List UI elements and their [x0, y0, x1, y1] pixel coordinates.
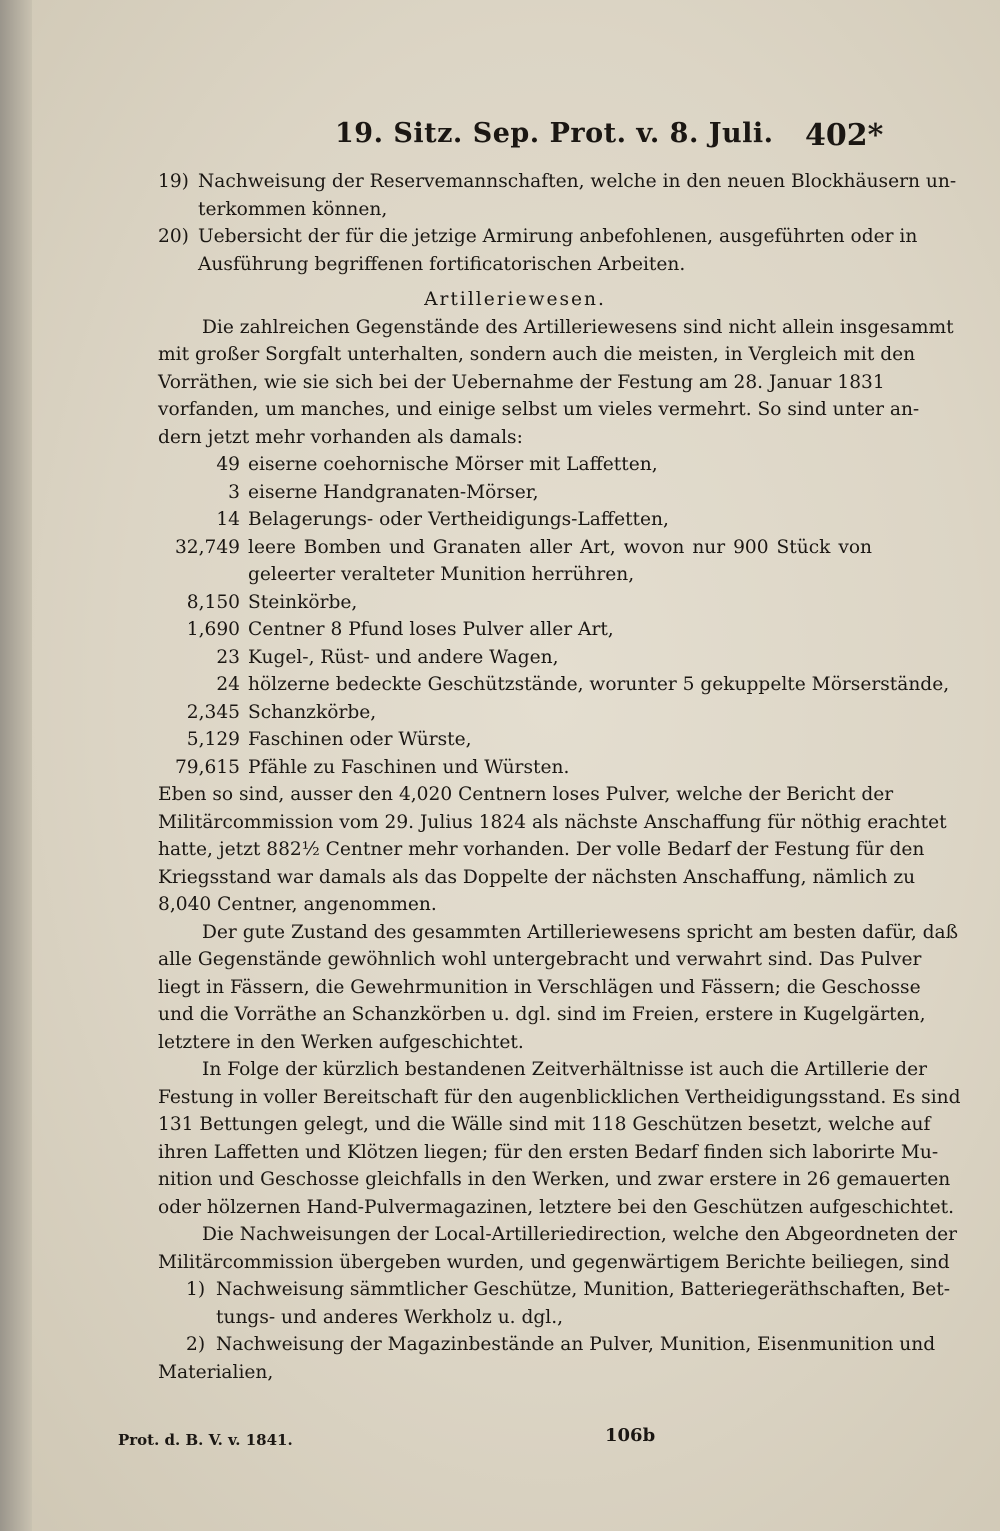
footer-signature: Prot. d. B. V. v. 1841. — [118, 1431, 293, 1449]
inventory-qty: 14 — [216, 509, 240, 530]
list-item — [158, 1331, 936, 1386]
paragraph-line: Eben so sind, ausser den 4,020 Centnern loses Pulver, welche der Bericht der — [158, 784, 894, 805]
list-text: Uebersicht der für die jetzige Armirung anbefohlenen, ausgeführten oder in — [198, 226, 918, 247]
inventory-qty: 5,129 — [186, 729, 240, 750]
paragraph-line: ihren Laffetten und Klötzen liegen; für den ersten Bedarf finden sich laborirte Mu- — [158, 1141, 939, 1163]
inventory-row — [158, 671, 950, 699]
paragraph-line: 8,040 Centner, angenommen. — [158, 894, 437, 915]
inventory-row — [158, 506, 872, 534]
paragraph-line: Die zahlreichen Gegenstände des Artilleriewesens sind nicht allein insgesammt — [202, 316, 954, 338]
inventory-list — [158, 451, 950, 781]
inventory-row — [158, 726, 872, 754]
list-item — [158, 168, 957, 223]
paragraph-line: Festung in voller Bereitschaft für den augenblicklichen Vertheidigungsstand. Es sind — [158, 1086, 961, 1108]
paragraph-line: letztere in den Werken aufgeschichtet. — [158, 1031, 524, 1053]
inventory-text: Pfähle zu Faschinen und Würsten. — [248, 756, 570, 778]
inventory-text: eiserne Handgranaten-Mörser, — [248, 481, 539, 503]
inventory-qty: 2,345 — [186, 701, 240, 723]
inventory-qty: 23 — [216, 646, 240, 668]
paragraph-line: und die Vorräthe an Schanzkörben u. dgl. sind im Freien, erstere in Kugelgärten, — [158, 1004, 926, 1025]
inventory-text: Steinkörbe, — [248, 591, 358, 613]
inventory-row — [158, 534, 872, 562]
page-header — [0, 118, 1000, 158]
inventory-text: Schanzkörbe, — [248, 701, 377, 723]
inventory-row — [158, 699, 872, 727]
inventory-row — [158, 589, 872, 617]
paragraph — [158, 1221, 957, 1276]
list-text-cont: terkommen können, — [198, 198, 388, 220]
page-number: 402* — [805, 118, 884, 153]
inventory-text: Centner 8 Pfund loses Pulver aller Art, — [248, 619, 614, 640]
inventory-qty: 24 — [216, 674, 240, 695]
list-text: Nachweisung der Reservemannschaften, welche in den neuen Blockhäusern un- — [198, 171, 957, 192]
running-head: 19. Sitz. Sep. Prot. v. 8. Juli. — [335, 118, 774, 149]
paragraph — [158, 314, 954, 452]
inventory-row — [158, 754, 872, 782]
inventory-qty: 79,615 — [174, 756, 240, 778]
paragraph-line: Vorräthen, wie sie sich bei der Uebernahme der Festung am 28. Januar 1831 — [158, 371, 885, 393]
list-number: 2) — [186, 1334, 206, 1355]
paragraph-line: liegt in Fässern, die Gewehrmunition in Verschlägen und Fässern; die Geschosse — [158, 976, 921, 998]
paragraph-line: Militärcommission übergeben wurden, und gegenwärtigem Berichte beiliegen, sind — [158, 1251, 950, 1273]
page-footer — [0, 1425, 1000, 1461]
inventory-qty: 3 — [228, 481, 240, 503]
paragraph-line: In Folge der kürzlich bestandenen Zeitverhältnisse ist auch die Artillerie der — [202, 1059, 927, 1080]
inventory-text: Kugel-, Rüst- und andere Wagen, — [248, 646, 559, 668]
inventory-row — [158, 644, 872, 672]
inventory-text: Faschinen oder Würste, — [248, 729, 472, 750]
list-number: 19) — [158, 171, 189, 192]
paragraph-line: Der gute Zustand des gesammten Artilleriewesens spricht am besten dafür, daß — [202, 921, 959, 943]
inventory-row — [158, 616, 872, 644]
inventory-row — [158, 451, 872, 479]
paragraph-line: mit großer Sorgfalt unterhalten, sondern auch die meisten, in Vergleich mit den — [158, 344, 916, 365]
paragraph — [158, 919, 959, 1057]
inventory-qty: 32,749 — [174, 536, 240, 558]
list-text-cont: Materialien, — [158, 1361, 274, 1383]
section-title: Artilleriewesen. — [424, 289, 606, 310]
list-item — [158, 1276, 951, 1331]
list-number: 1) — [186, 1279, 206, 1300]
list-text-cont: Ausführung begriffenen fortificatorischen Arbeiten. — [198, 253, 686, 275]
paragraph-line: 131 Bettungen gelegt, und die Wälle sind mit 118 Geschützen besetzt, welche auf — [158, 1114, 931, 1135]
inventory-qty: 1,690 — [186, 619, 240, 640]
paragraph-line: hatte, jetzt 882½ Centner mehr vorhanden. Der volle Bedarf der Festung für den — [158, 839, 925, 860]
inventory-text-cont: geleerter veralteter Munition herrühren, — [248, 564, 635, 585]
page-binding-edge — [0, 0, 32, 1531]
paragraph-line: vorfanden, um manches, und einige selbst um vieles vermehrt. So sind unter an- — [158, 399, 920, 420]
paragraph-line: dern jetzt mehr vorhanden als damals: — [158, 426, 523, 448]
list-text-cont: tungs- und anderes Werkholz u. dgl., — [216, 1306, 564, 1328]
inventory-qty: 8,150 — [186, 591, 240, 613]
paragraph-line: Militärcommission vom 29. Julius 1824 als nächste Anschaffung für nöthig erachtet — [158, 811, 947, 833]
inventory-qty: 49 — [216, 454, 240, 475]
list-item — [158, 223, 918, 278]
inventory-text: leere Bomben und Granaten aller Art, wovon nur 900 Stück von — [248, 536, 872, 558]
inventory-text: eiserne coehornische Mörser mit Laffetten, — [248, 454, 658, 475]
paragraph — [158, 1056, 961, 1221]
footer-sheet-number: 106b — [605, 1425, 656, 1446]
list-text: Nachweisung der Magazinbestände an Pulver, Munition, Eisenmunition und — [216, 1334, 936, 1355]
inventory-text: Belagerungs- oder Vertheidigungs-Laffetten, — [248, 509, 669, 530]
paragraph-line: Kriegsstand war damals als das Doppelte der nächsten Anschaffung, nämlich zu — [158, 866, 916, 888]
list-number: 20) — [158, 226, 189, 247]
inventory-row — [158, 479, 872, 507]
paragraph-line: Die Nachweisungen der Local-Artilleriedirection, welche den Abgeordneten der — [202, 1224, 957, 1245]
paragraph-line: nition und Geschosse gleichfalls in den Werken, und zwar erstere in 26 gemauerten — [158, 1169, 951, 1190]
paragraph — [158, 781, 947, 919]
list-text: Nachweisung sämmtlicher Geschütze, Munition, Batteriegeräthschaften, Bet- — [216, 1279, 951, 1300]
inventory-text: hölzerne bedeckte Geschützstände, worunter 5 gekuppelte Mörserstände, — [248, 674, 950, 695]
paragraph-line: oder hölzernen Hand-Pulvermagazinen, letztere bei den Geschützen aufgeschichtet. — [158, 1196, 955, 1218]
body-text — [158, 168, 961, 1386]
paragraph-line: alle Gegenstände gewöhnlich wohl untergebracht und verwahrt sind. Das Pulver — [158, 949, 922, 970]
